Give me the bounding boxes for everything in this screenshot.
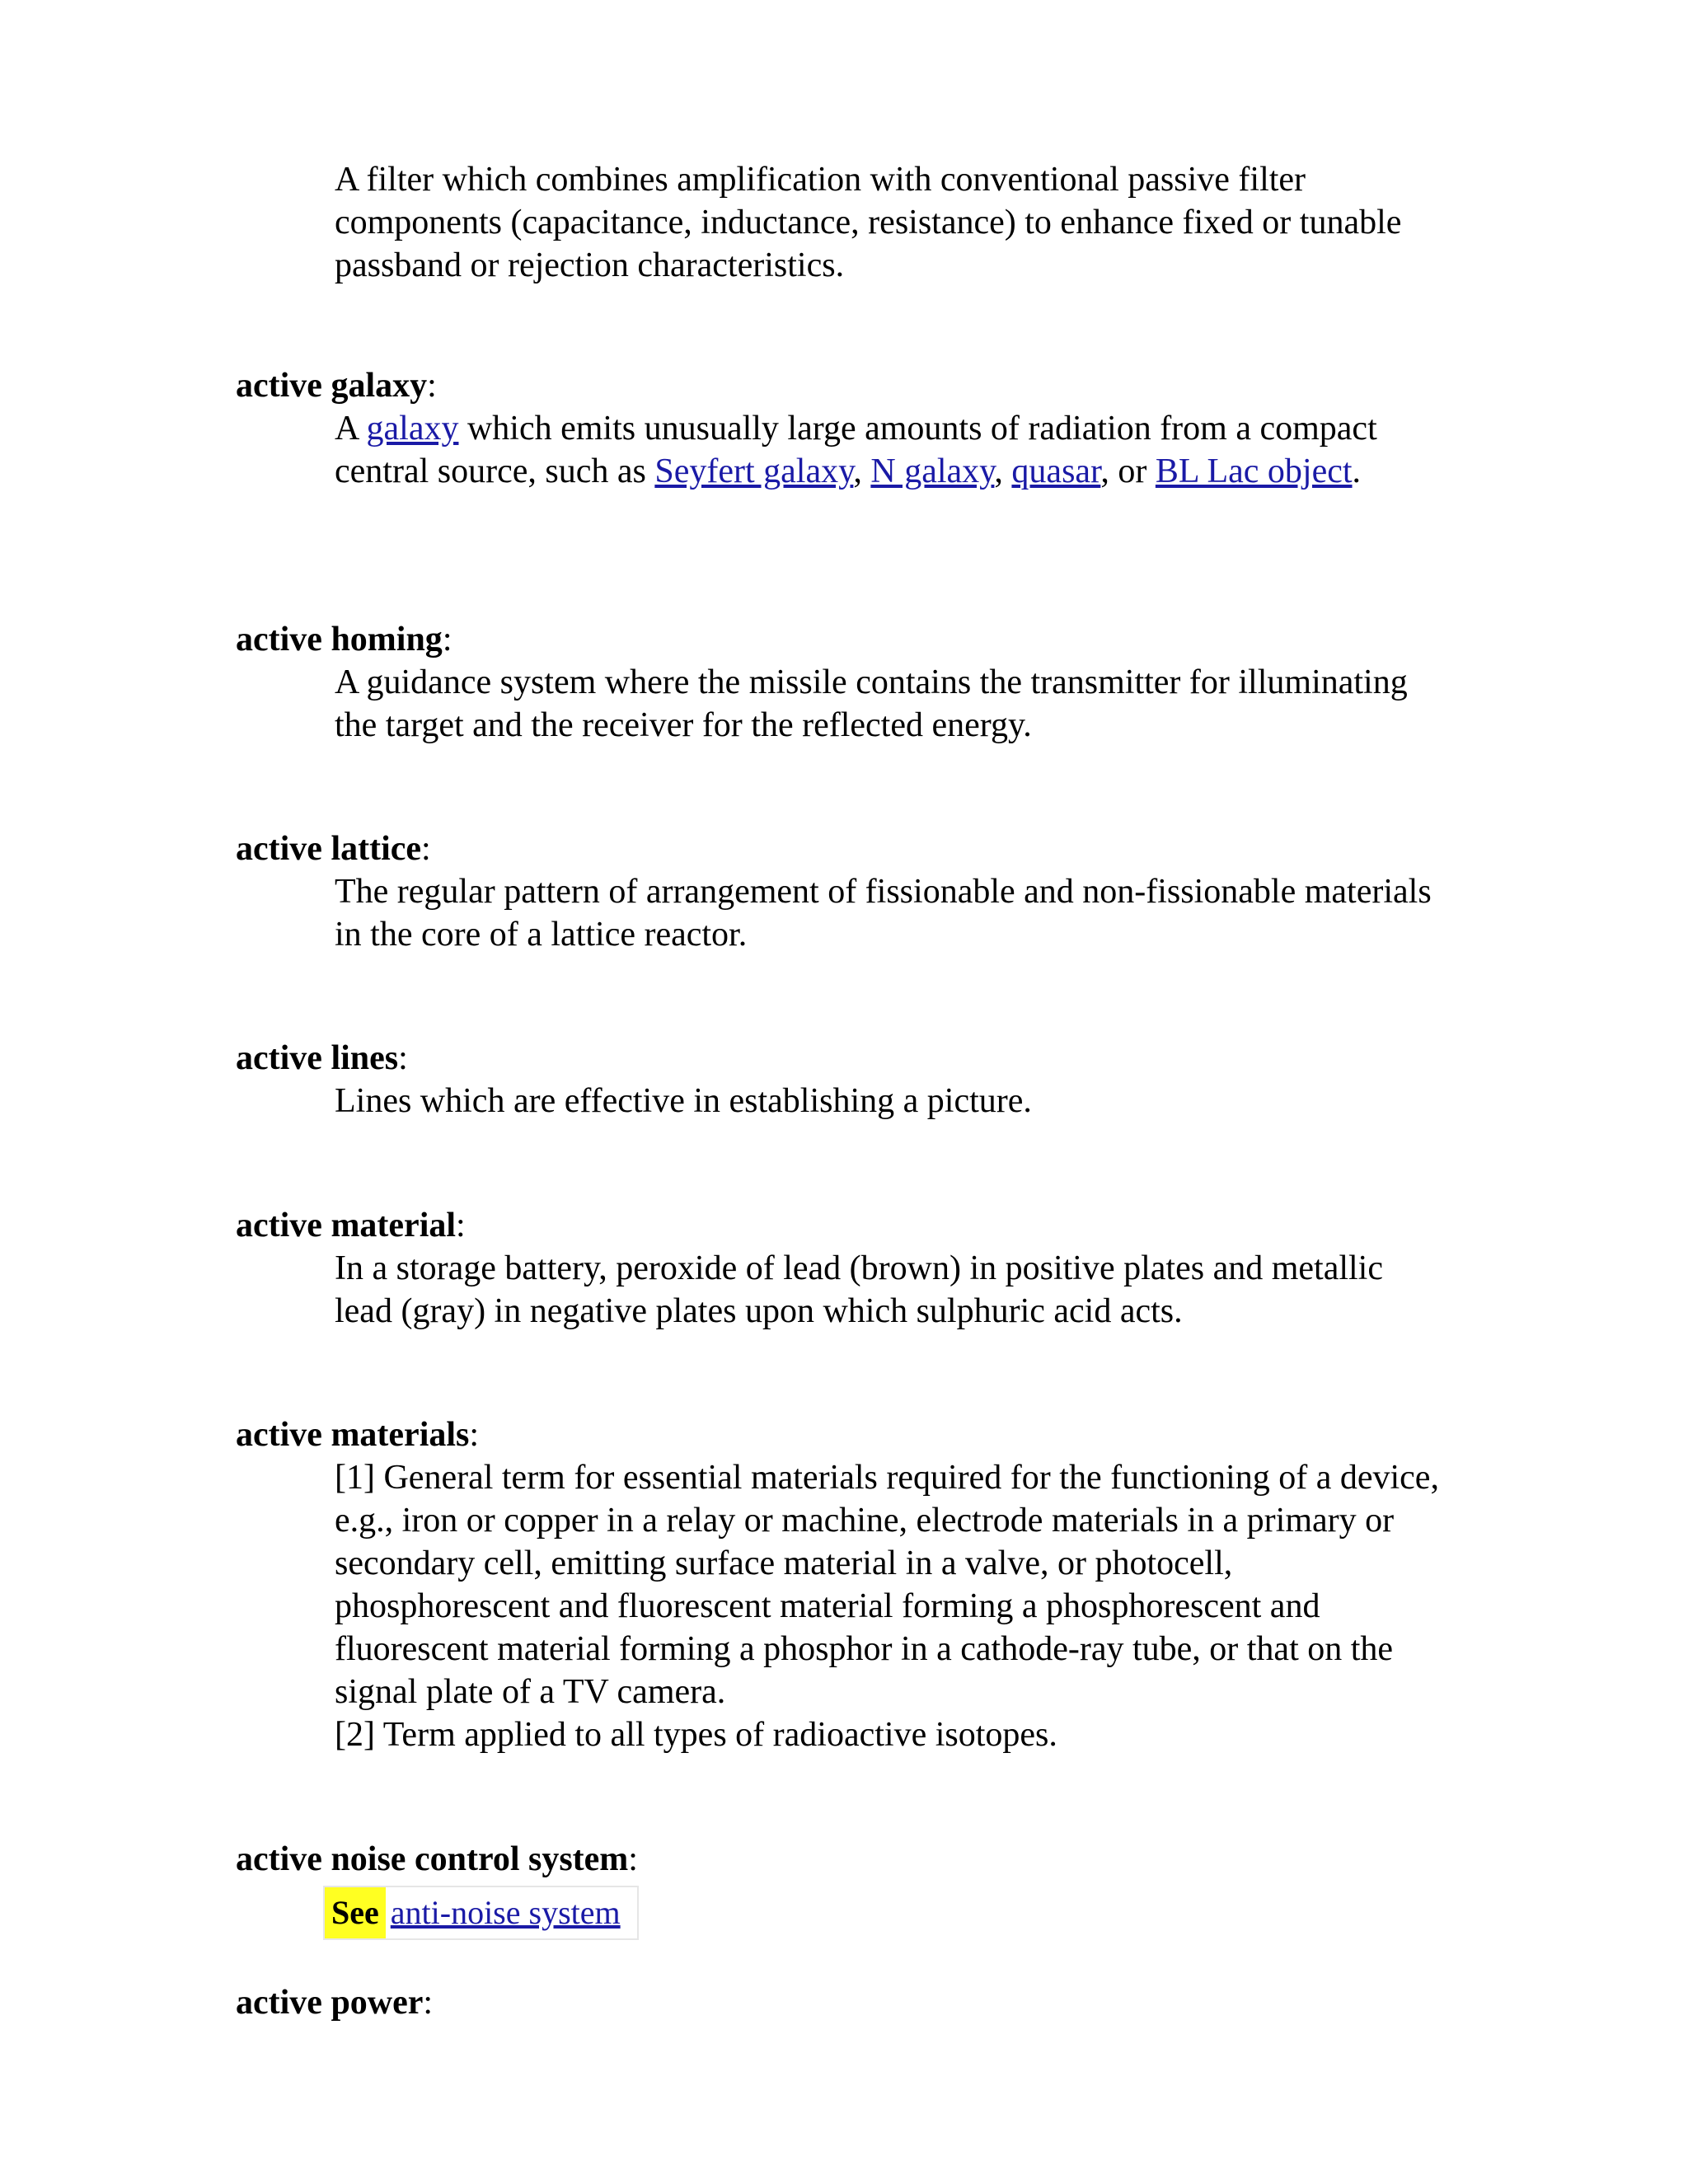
definition bbox=[335, 1080, 1439, 1122]
definition bbox=[335, 1247, 1439, 1333]
term-heading bbox=[236, 1037, 1472, 1080]
entry-active-lattice bbox=[236, 827, 1472, 956]
definition-sense-1: [1] General term for essential materials required for the functioning of a device, e.g., iron or copper in a relay or machine, electrode materials in a primary or secondary cell, emitting surface material in a valve, or photocell, phosphorescent and fluorescent material forming a phosphorescent and fluorescent material forming a phosphor in a cathode-ray tube, or that on the signal plate of a TV camera. bbox=[335, 1459, 1439, 1711]
term-heading bbox=[236, 1981, 1472, 2024]
term: active material bbox=[236, 1207, 457, 1244]
term-colon: : bbox=[456, 1207, 466, 1244]
link-quasar[interactable]: quasar bbox=[1011, 452, 1101, 490]
separator: , or bbox=[1100, 452, 1156, 490]
entry-active-filter-continuation bbox=[236, 158, 1472, 287]
term-colon: : bbox=[427, 367, 437, 405]
definition bbox=[335, 158, 1439, 287]
term-heading bbox=[236, 827, 1472, 870]
definition-text: Lines which are effective in establishing a picture. bbox=[335, 1082, 1032, 1120]
term-colon: : bbox=[442, 621, 452, 658]
definition bbox=[331, 1886, 1439, 1940]
link-anti-noise-system[interactable]: anti-noise system bbox=[390, 1894, 621, 1931]
see-reference bbox=[323, 1886, 639, 1940]
definition bbox=[335, 870, 1439, 956]
term-colon: : bbox=[469, 1416, 480, 1454]
term-heading bbox=[236, 364, 1472, 407]
link-bl-lac-object[interactable]: BL Lac object bbox=[1155, 452, 1353, 490]
definition bbox=[335, 407, 1439, 493]
definition bbox=[335, 661, 1439, 747]
entry-active-homing bbox=[236, 618, 1472, 747]
link-n-galaxy[interactable]: N galaxy bbox=[870, 452, 995, 490]
term-colon: : bbox=[423, 1984, 434, 2022]
term: active lines bbox=[236, 1039, 399, 1077]
term-colon: : bbox=[421, 830, 431, 868]
definition-text bbox=[335, 407, 1439, 493]
entry-active-lines bbox=[236, 1037, 1472, 1122]
link-galaxy[interactable]: galaxy bbox=[366, 410, 459, 448]
definition-fragment: which emits unusually large amounts of radiation from a compact central source, such as bbox=[335, 410, 1377, 490]
definition bbox=[335, 1456, 1439, 1756]
definition-text: A filter which combines amplification with conventional passive filter components (capacitance, inductance, resistance) to enhance fixed or tunable passband or rejection characteristics. bbox=[335, 161, 1402, 284]
definition-end: . bbox=[1352, 452, 1362, 490]
definition-text: A guidance system where the missile contains the transmitter for illuminating the target and the receiver for the reflected energy. bbox=[335, 663, 1408, 744]
term: active materials bbox=[236, 1416, 470, 1454]
term: active lattice bbox=[236, 830, 422, 868]
separator: , bbox=[853, 452, 871, 490]
term-colon: : bbox=[398, 1039, 408, 1077]
link-seyfert-galaxy[interactable]: Seyfert galaxy bbox=[654, 452, 854, 490]
term: active noise control system bbox=[236, 1840, 629, 1878]
definition-text: In a storage battery, peroxide of lead (brown) in positive plates and metallic lead (gray) in negative plates upon which sulphuric acid acts. bbox=[335, 1249, 1383, 1330]
entry-active-power bbox=[236, 1981, 1472, 2024]
definition-text: The regular pattern of arrangement of fissionable and non-fissionable materials in the core of a lattice reactor. bbox=[335, 873, 1432, 954]
term-heading bbox=[236, 1838, 1472, 1881]
term-heading bbox=[236, 618, 1472, 661]
definition-sense-2: [2] Term applied to all types of radioactive isotopes. bbox=[335, 1716, 1057, 1754]
entry-active-noise-control-system bbox=[236, 1838, 1472, 1940]
definition-fragment: A bbox=[335, 410, 367, 448]
term-heading bbox=[236, 1204, 1472, 1247]
entry-active-material bbox=[236, 1204, 1472, 1333]
term: active galaxy bbox=[236, 367, 428, 405]
separator: , bbox=[994, 452, 1012, 490]
entry-active-galaxy bbox=[236, 364, 1472, 493]
term: active power bbox=[236, 1984, 424, 2022]
term: active homing bbox=[236, 621, 443, 658]
see-label: See bbox=[325, 1887, 386, 1938]
term-heading bbox=[236, 1413, 1472, 1456]
term-colon: : bbox=[628, 1840, 638, 1878]
entry-active-materials bbox=[236, 1413, 1472, 1756]
